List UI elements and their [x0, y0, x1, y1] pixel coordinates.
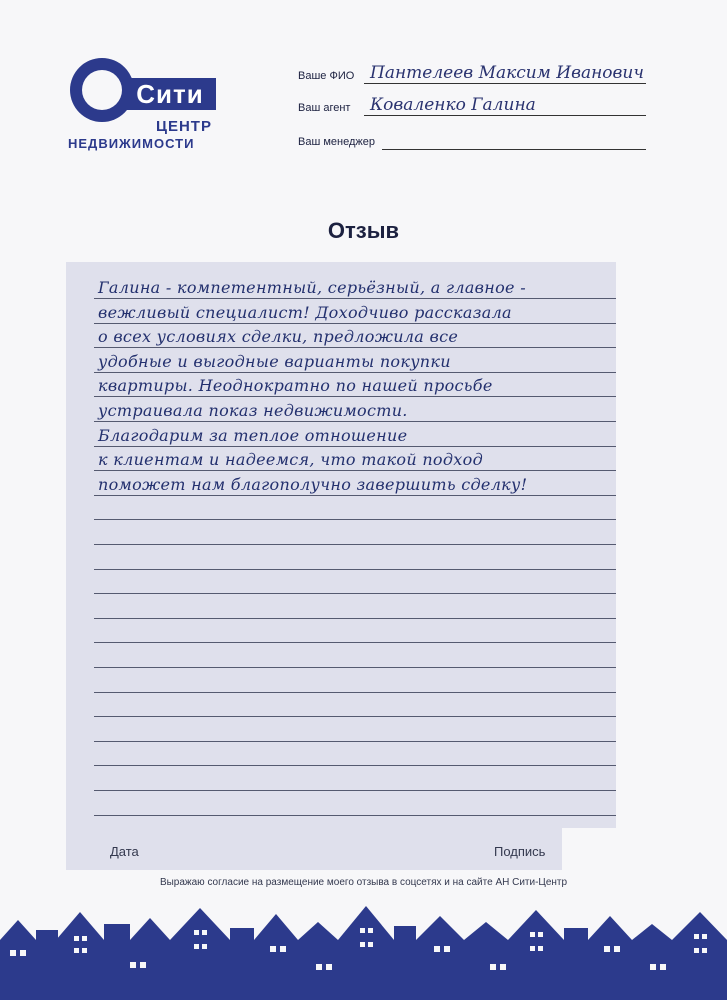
- review-text-line: Галина - компетентный, серьёзный, а главное -: [98, 278, 526, 297]
- review-text-line: Благодарим за теплое отношение: [98, 425, 408, 445]
- fio-value[interactable]: Пантелеев Максим Иванович: [370, 63, 644, 83]
- review-text-line: к клиентам и надеемся, что такой подход: [98, 450, 484, 470]
- ruled-line: [94, 569, 616, 570]
- logo-main-text: Сити: [124, 78, 216, 110]
- ruled-line: [94, 396, 616, 397]
- ruled-line: [94, 741, 616, 742]
- ruled-line: [94, 618, 616, 619]
- page-title: Отзыв: [327, 218, 400, 243]
- ruled-line: [94, 692, 616, 693]
- ruled-line: [94, 323, 616, 324]
- ruled-line: [94, 667, 616, 668]
- review-text-line: удобные и выгодные варианты покупки: [98, 351, 451, 371]
- review-text-line: поможет нам благополучно завершить сделку!: [98, 474, 528, 494]
- manager-label: Ваш менеджер: [298, 136, 375, 148]
- ruled-line: [94, 544, 616, 545]
- agent-field[interactable]: [298, 94, 646, 118]
- manager-field[interactable]: [298, 128, 646, 152]
- city-skyline-decoration: [0, 900, 727, 1000]
- ruled-line: [94, 421, 616, 422]
- ruled-line: [94, 790, 616, 791]
- ruled-line: [94, 347, 616, 348]
- ruled-line: [94, 372, 616, 373]
- ruled-line: [94, 446, 616, 447]
- date-label: Дата: [110, 844, 139, 859]
- signature-box: [562, 828, 616, 872]
- review-text-line: квартиры. Неоднократно по нашей просьбе: [98, 376, 493, 396]
- agent-value[interactable]: Коваленко Галина: [370, 95, 536, 115]
- agent-label: Ваш агент: [298, 102, 351, 114]
- consent-text: Выражаю согласие на размещение моего отзыва в соцсетях и на сайте АН Сити-Центр: [159, 877, 568, 888]
- review-text-line: о всех условиях сделки, предложила все: [98, 327, 459, 347]
- ruled-line: [94, 470, 616, 471]
- ruled-line: [94, 642, 616, 643]
- fio-label: Ваше ФИО: [298, 70, 355, 82]
- logo-sub-text: НЕДВИЖИМОСТИ: [68, 136, 195, 151]
- review-text-line: устраивала показ недвижимости.: [98, 401, 408, 420]
- ruled-line: [94, 593, 616, 594]
- fio-field[interactable]: [298, 62, 646, 86]
- logo-center-text: ЦЕНТР: [156, 118, 212, 135]
- ruled-line: [94, 298, 616, 299]
- review-text-line: вежливый специалист! Доходчиво рассказала: [98, 302, 512, 322]
- review-area[interactable]: [66, 262, 616, 870]
- ruled-line: [94, 519, 616, 520]
- ruled-line: [94, 495, 616, 496]
- ruled-line: [94, 765, 616, 766]
- company-logo: [68, 58, 218, 153]
- ruled-line: [94, 815, 616, 816]
- ruled-line: [94, 716, 616, 717]
- signature-label: Подпись: [494, 844, 546, 859]
